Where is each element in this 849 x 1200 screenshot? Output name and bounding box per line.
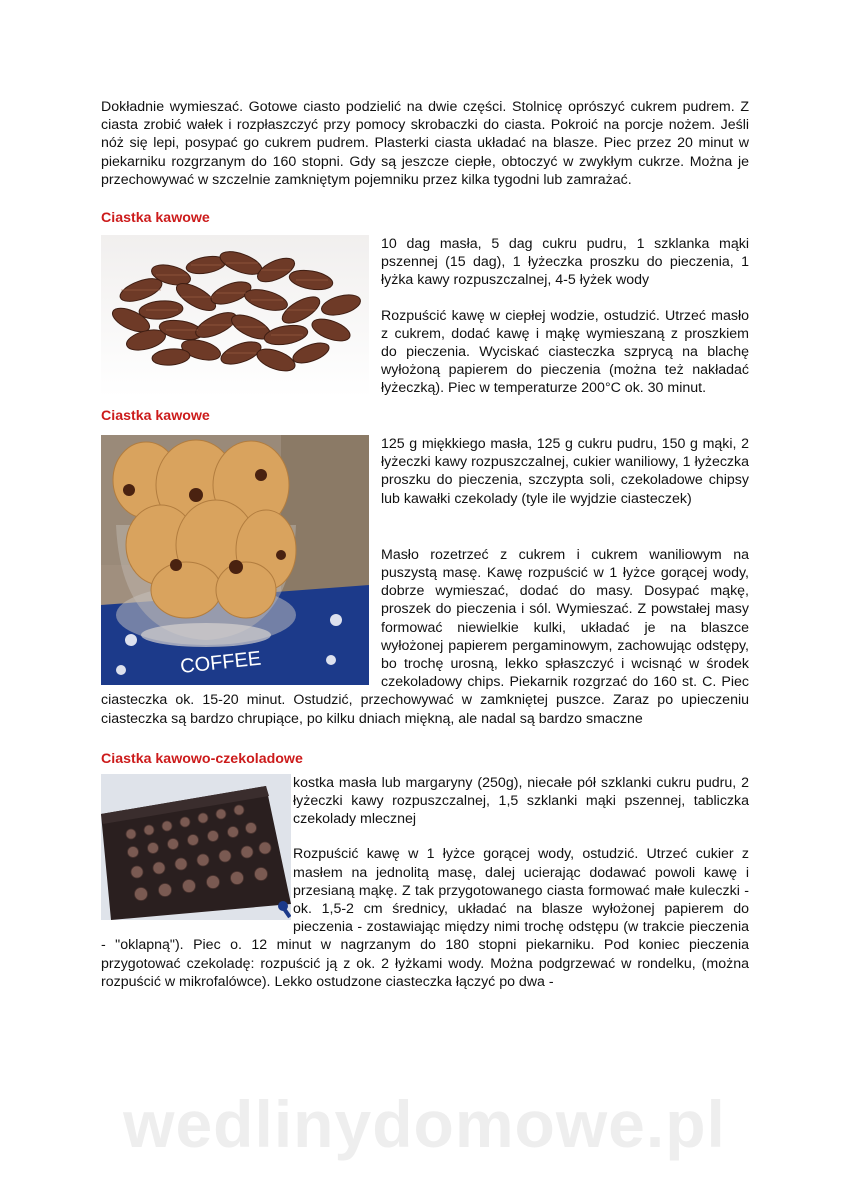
coffee-chocolate-cookies-image	[101, 774, 291, 920]
recipe-3-title: Ciastka kawowo-czekoladowe	[101, 750, 303, 767]
coffee-chocolate-cookies-photo	[101, 774, 291, 920]
intro-paragraph: Dokładnie wymieszać. Gotowe ciasto podzielić na dwie części. Stolnicę oprószyć cukrem pudrem. Z ciasta zrobić wałek i rozpłaszczyć przy pomocy skrobaczki do ciasta. Pokroić na porcje nożem. Jeśli nóż się lepi, posypać go cukrem pudrem. Plasterki ciasta układać na blasze. Piec przez 20 minut w piekarniku rozgrzanym do 160 stopni. Gdy są jeszcze ciepłe, obtoczyć w zwykłym cukrze. Można je przechowywać w szczelnie zamkniętym pojemniku przez kilka tygodni lub zamrażać.	[101, 99, 749, 188]
recipe-2-method: Masło rozetrzeć z cukrem i cukrem waniliowym na puszystą masę. Kawę rozpuścić w 1 łyżce gorącej wody, dobrze wymieszać, dodać do masy. Dosypać mąkę, proszek do pieczenia i sól. Wymieszać. Z powstałej masy formować niewielkie kulki, układać je na blaszce wyłożonej papierem pergaminowym, zachowując odstępy, bo trochę urosną, lekko spłaszczyć i wcisnąć w środek czekoladowy chips. Piekarnik rozgrzać do 160 st. C. Piec ciasteczka ok. 15-20 minut. Ostudzić, przechowywać w zamkniętej puszce. Zaraz po upieczeniu ciasteczka są bardzo chrupiące, po kilku dniach miękną, ale nadal są bardzo smaczne	[101, 546, 749, 727]
recipe-2-ingredients: 125 g miękkiego masła, 125 g cukru pudru, 150 g mąki, 2 łyżeczki kawy rozpuszczalnej, cukier waniliowy, 1 łyżeczka proszku do pieczenia, szczypta soli, czekoladowe chipsy lub kawałki czekolady (tyle ile wyjdzie ciasteczek)	[381, 436, 749, 507]
coffee-cookies-photo	[101, 235, 369, 397]
recipe-3-method: Rozpuścić kawę w 1 łyżce gorącej wody, ostudzić. Utrzeć cukier z masłem na jednolitą masę, dalej ucierając dodawać powoli kawę i przesianą mąkę. Z tak przygotowanego ciasta formować małe kuleczki - ok. 1,5-2 cm średnicy, układać na blasze wyłożonej papierem do pieczenia - zostawiając między nimi trochę odstępu (w trakcie pieczenia - "oklapną"). Piec o. 12 minut w nagrzanym do 180 stopni piekarniku. Pod koniec pieczenia przygotować czekoladę: rozpuścić ją z ok. 2 łyżkami wody. Można podgrzewać w rondelku, (można rozpuścić w mikrofalówce). Lekko ostudzone ciasteczka łączyć po dwa -	[101, 846, 749, 990]
document-page	[101, 98, 749, 991]
watermark: wedlinydomowe.pl	[123, 1087, 726, 1161]
recipe-3-ingredients: kostka masła lub margaryny (250g), niecałe pół szklanki cukru pudru, 2 łyżeczki kawy rozpuszczalnej, 1,5 szklanki mąki pszennej, tabliczka czekolady mlecznej	[293, 774, 749, 828]
cookies-in-bowl-photo	[101, 435, 369, 685]
recipe-1-title: Ciastka kawowe	[101, 210, 210, 227]
recipe-1-method: Rozpuścić kawę w ciepłej wodzie, ostudzić. Utrzeć masło z cukrem, dodać kawę i mąkę wymieszaną z proszkiem do pieczenia. Wyciskać ciasteczka szprycą na blachę wyłożoną papierem do pieczenia (można też nakładać łyżeczką). Piec w temperaturze 200°C ok. 30 minut.	[381, 307, 749, 397]
coffee-cookies-image	[101, 235, 369, 397]
recipe-3	[101, 774, 749, 991]
recipe-2-title: Ciastka kawowe	[101, 408, 210, 425]
recipe-1-ingredients: 10 dag masła, 5 dag cukru pudru, 1 szklanka mąki pszennej (15 dag), 1 łyżeczka proszku do pieczenia, 1 łyżka kawy rozpuszczalnej, 4-5 łyżek wody	[381, 236, 749, 289]
recipe-2	[101, 435, 749, 728]
cookies-in-bowl-image	[101, 435, 369, 685]
coffee-mat-label: COFFEE	[179, 647, 263, 678]
recipe-1	[101, 235, 749, 403]
